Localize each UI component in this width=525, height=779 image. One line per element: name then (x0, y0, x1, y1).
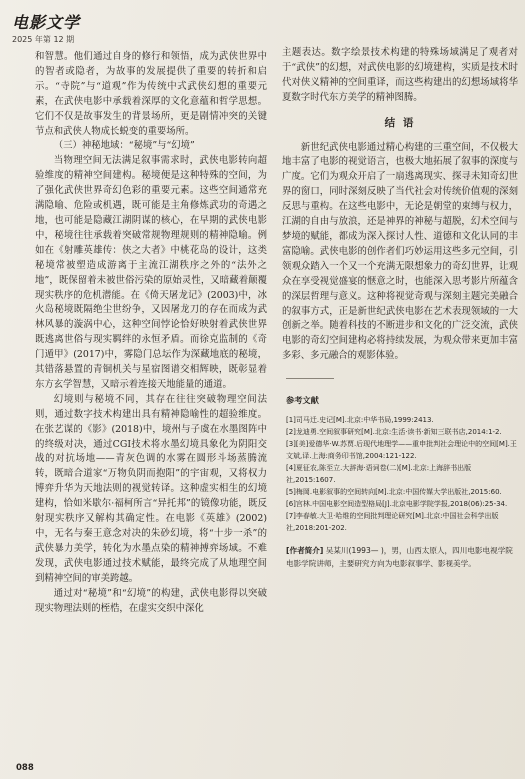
conclusion-heading: 结 语 (384, 116, 416, 129)
paragraph-continued-right: 主题表达。数字绘景技术构建的特殊场域满足了观者对于“武侠”的幻想，对武侠电影的幻境建构，实质是技术时代对侠义精神的空间重译，而这些构建出的幻想场域将华夏数字时代东方美学的精神图腾。 (282, 47, 518, 103)
reference-item: [2]龙迪勇.空间叙事研究[M].北京:生活·读书·新知三联书店,2014:1-2. (286, 428, 502, 437)
author-label: [作者简介] (286, 546, 324, 556)
reference-item: [6]宫林.中国电影空间造型格局[J].北京电影学院学报,2018(06):25-34. (286, 500, 508, 509)
subsection-heading: （三）神秘地域：“秘境”与“幻境” (53, 140, 195, 152)
page-number: 088 (16, 763, 34, 773)
reference-item: [3][美]爱德华·W.苏贾.后现代地理学——重申批判社会理论中的空间[M].王文斌,译.上海:商务印书馆,2004:121-122. (286, 440, 517, 461)
issue-number: 2025 年第 12 期 (12, 35, 75, 44)
references-heading: 参考文献 (286, 395, 319, 406)
paragraph-transition: 通过对“秘境”和“幻境”的构建，武侠电影得以突破现实物理法则的桎梏，在虚实交织中深化 (35, 587, 267, 614)
references-list (282, 414, 518, 534)
reference-item: [5]梅岡.电影叙事的空间转向[M].北京:中国传媒大学出版社,2015:60. (286, 488, 502, 497)
reference-item: [1]司马迁.史记[M].北京:中华书局,1999:2413. (286, 416, 434, 425)
left-column (35, 50, 267, 616)
reference-item: [7]李春敏.大卫·哈维的空间批判理论研究[M].北京:中国社会科学出版社,2018:201-202. (286, 512, 499, 533)
author-text: 吴某川(1993— )，男，山西太原人，四川电影电视学院电影学院讲师，主要研究方向为电影叙事学、影视美学。 (286, 546, 513, 569)
right-column (282, 46, 518, 570)
author-bio (282, 544, 518, 570)
paragraph-continued: 和智慧。他们通过自身的修行和领悟，成为武侠世界中的智者或隐者，为故事的发展提供了重要的转折和启示。“寺院”与“道观”作为传统中式武侠幻想的重要元素，在武侠电影中承载着深厚的文化意蕴和哲学思想。它们不仅是故事发生的背景场所，更是剧情冲突的关键节点和武侠人物成长蜕变的重要场所。 (35, 51, 267, 137)
journal-logo: 电影文学 (12, 13, 81, 32)
paragraph-illusion-realm: 幻境则与秘境不同，其存在往往突破物理空间法则，通过数字技术构建出具有精神隐喻性的超验维度。在张艺谋的《影》(2018)中，境州与子虞在水墨图阵中的终级对决，通过CGI技术将水墨幻境具象化为阴阳交战的对抗场地——青灰色调的水雾在圆形斗场蒸腾流转，既暗合道家“万物负阴而抱阳”的宇宙观，又将权力博弈升华为天地法则的视觉转译。这种虚实相生的幻境建构，恰如米歇尔·福柯所言“异托邦”的镜像功能，既反射现实秩序又解构其确定性。在电影《英雄》(2002)中，无名与秦王意念对决的朱砂幻境，将“十步一杀”的武侠暴力美学，转化为水墨点染的精神搏弈场域。不难发现，武侠电影通过技术赋能，最终完成了从地理空间到精神空间的审美跨越。 (35, 393, 267, 584)
paragraph-conclusion: 新世纪武侠电影通过精心构建的三重空间，不仅极大地丰富了电影的视觉语言，也极大地拓展了叙事的深度与广度。它们为观众开启了一扇逃离现实、探寻未知奇幻世界的窗口，同时深刻反映了当代社会对传统价值观的深刻反思与重构。在这些电影中，无论是朝堂的束缚与权力，江湖的自由与放浪，还是神界的神秘与超脱，幻术空间与梦境的赋能，都成为深入探讨人性、道德和文化认同的丰富隐喻。武侠电影的创作者们巧妙运用这些多元空间，引领观众踏入一个又一个充满无限想象力的奇幻世界，让观众在享受视觉盛宴的惬意之时，也能深入思考影片所蕴含的深层哲理与意义。这种将视觉奇观与深刻主题完美融合的叙事方式，正是新世纪武侠电影在艺术表现领域的一大创新之举。随着科技的不断进步和文化的广泛交流，武侠电影的奇幻空间建构必将持续发展，为观众带来更加丰富多彩、多元融合的观影体验。 (282, 141, 518, 362)
paragraph-secret-realm: 当物理空间无法满足叙事需求时，武侠电影转向超验维度的精神空间建构。秘境便是这种特殊的空间，为了强化武侠世界奇幻色彩的重要元素。这些空间通常充满隐喻、危险或机遇，既可能是主角修炼武功的奇遇之地，也可能是隐藏江湖阴谋的核心，在早期的武侠电影中，秘境往往承载着突破常规物理规则的精神隐喻。例如在《射雕英雄传：侠之大者》中桃花岛的设计，这类秘境常被塑造成游离于主流江湖秩序之外的“法外之地”，既保留着未被世俗污染的原始灵性，又暗藏着颠覆现实秩序的危机潜能。在《倚天屠龙记》(2003)中，冰火岛秘境既隔绝尘世纷争，又因屠龙刀的存在而成为武林风暴的漩涡中心，这种空间悖论恰好映射着武侠世界既逃离世俗与现实羁绊的永恒矛盾。而徐克监制的《奇门遁甲》(2017)中，雾隐门总坛作为深藏地底的秘境，其错落悬置的青铜机关与星宿图谱交相辉映，既彰显着东方玄学智慧，又暗示着连接天地能量的通道。 (35, 155, 267, 390)
journal-header (12, 10, 80, 45)
reference-item: [4]夏征农,陈至立.大辞海·语词卷(二)[M].北京:上海辞书出版社,2015:1607. (286, 464, 472, 485)
divider (286, 378, 334, 379)
